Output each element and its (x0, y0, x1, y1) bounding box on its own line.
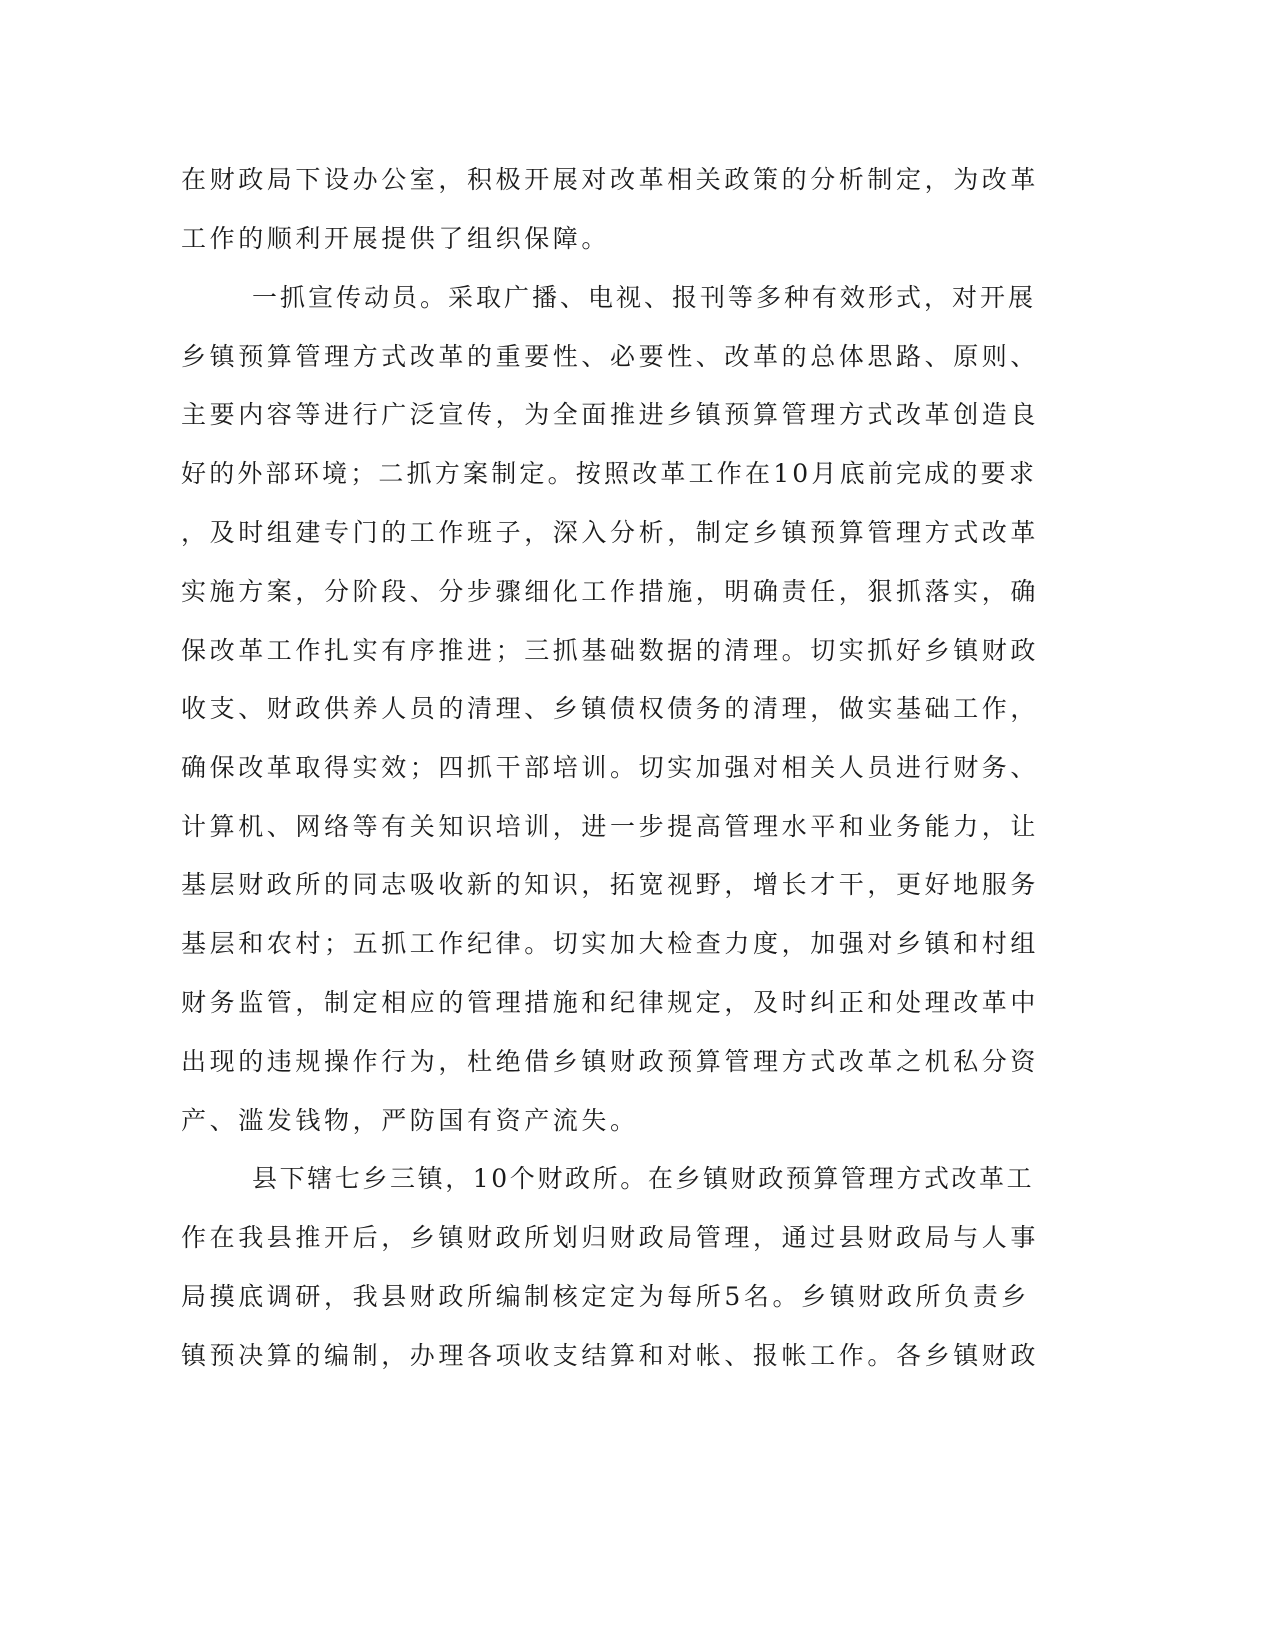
text-line-7: ，及时组建专门的工作班子，深入分析，制定乡镇预算管理方式改革 (181, 518, 1040, 547)
text-line-21: 镇预决算的编制，办理各项收支结算和对帐、报帐工作。各乡镇财政 (181, 1341, 1040, 1370)
text-line-20: 局摸底调研，我县财政所编制核定定为每所5名。乡镇财政所负责乡 (181, 1282, 1030, 1311)
text-line-5: 主要内容等进行广泛宣传，为全面推进乡镇预算管理方式改革创造良 (181, 400, 1040, 429)
text-line-8: 实施方案，分阶段、分步骤细化工作措施，明确责任，狠抓落实，确 (181, 577, 1040, 606)
text-line-1: 在财政局下设办公室，积极开展对改革相关政策的分析制定，为改革 (181, 165, 1040, 194)
text-line-12: 计算机、网络等有关知识培训，进一步提高管理水平和业务能力，让 (181, 812, 1040, 841)
paragraph-start-line: 一抓宣传动员。采取广播、电视、报刊等多种有效形式，对开展 (252, 283, 1037, 312)
text-line-15: 财务监管，制定相应的管理措施和纪律规定，及时纠正和处理改革中 (181, 988, 1040, 1017)
text-line-14: 基层和农村；五抓工作纪律。切实加大检查力度，加强对乡镇和村组 (181, 929, 1040, 958)
text-line-19: 作在我县推开后，乡镇财政所划归财政局管理，通过县财政局与人事 (181, 1223, 1040, 1252)
text-line-9: 保改革工作扎实有序推进；三抓基础数据的清理。切实抓好乡镇财政 (181, 636, 1040, 665)
text-line-6: 好的外部环境；二抓方案制定。按照改革工作在10月底前完成的要求 (181, 459, 1038, 488)
text-line-13: 基层财政所的同志吸收新的知识，拓宽视野，增长才干，更好地服务 (181, 870, 1040, 899)
text-line-4: 乡镇预算管理方式改革的重要性、必要性、改革的总体思路、原则、 (181, 342, 1040, 371)
text-line-11: 确保改革取得实效；四抓干部培训。切实加强对相关人员进行财务、 (181, 753, 1040, 782)
text-line-10: 收支、财政供养人员的清理、乡镇债权债务的清理，做实基础工作， (181, 694, 1040, 723)
text-line-16: 出现的违规操作行为，杜绝借乡镇财政预算管理方式改革之机私分资 (181, 1047, 1040, 1076)
text-line-2: 工作的顺利开展提供了组织保障。 (181, 224, 611, 253)
paragraph-start-line: 县下辖七乡三镇，10个财政所。在乡镇财政预算管理方式改革工 (252, 1164, 1035, 1193)
text-line-17: 产、滥发钱物，严防国有资产流失。 (181, 1106, 639, 1135)
